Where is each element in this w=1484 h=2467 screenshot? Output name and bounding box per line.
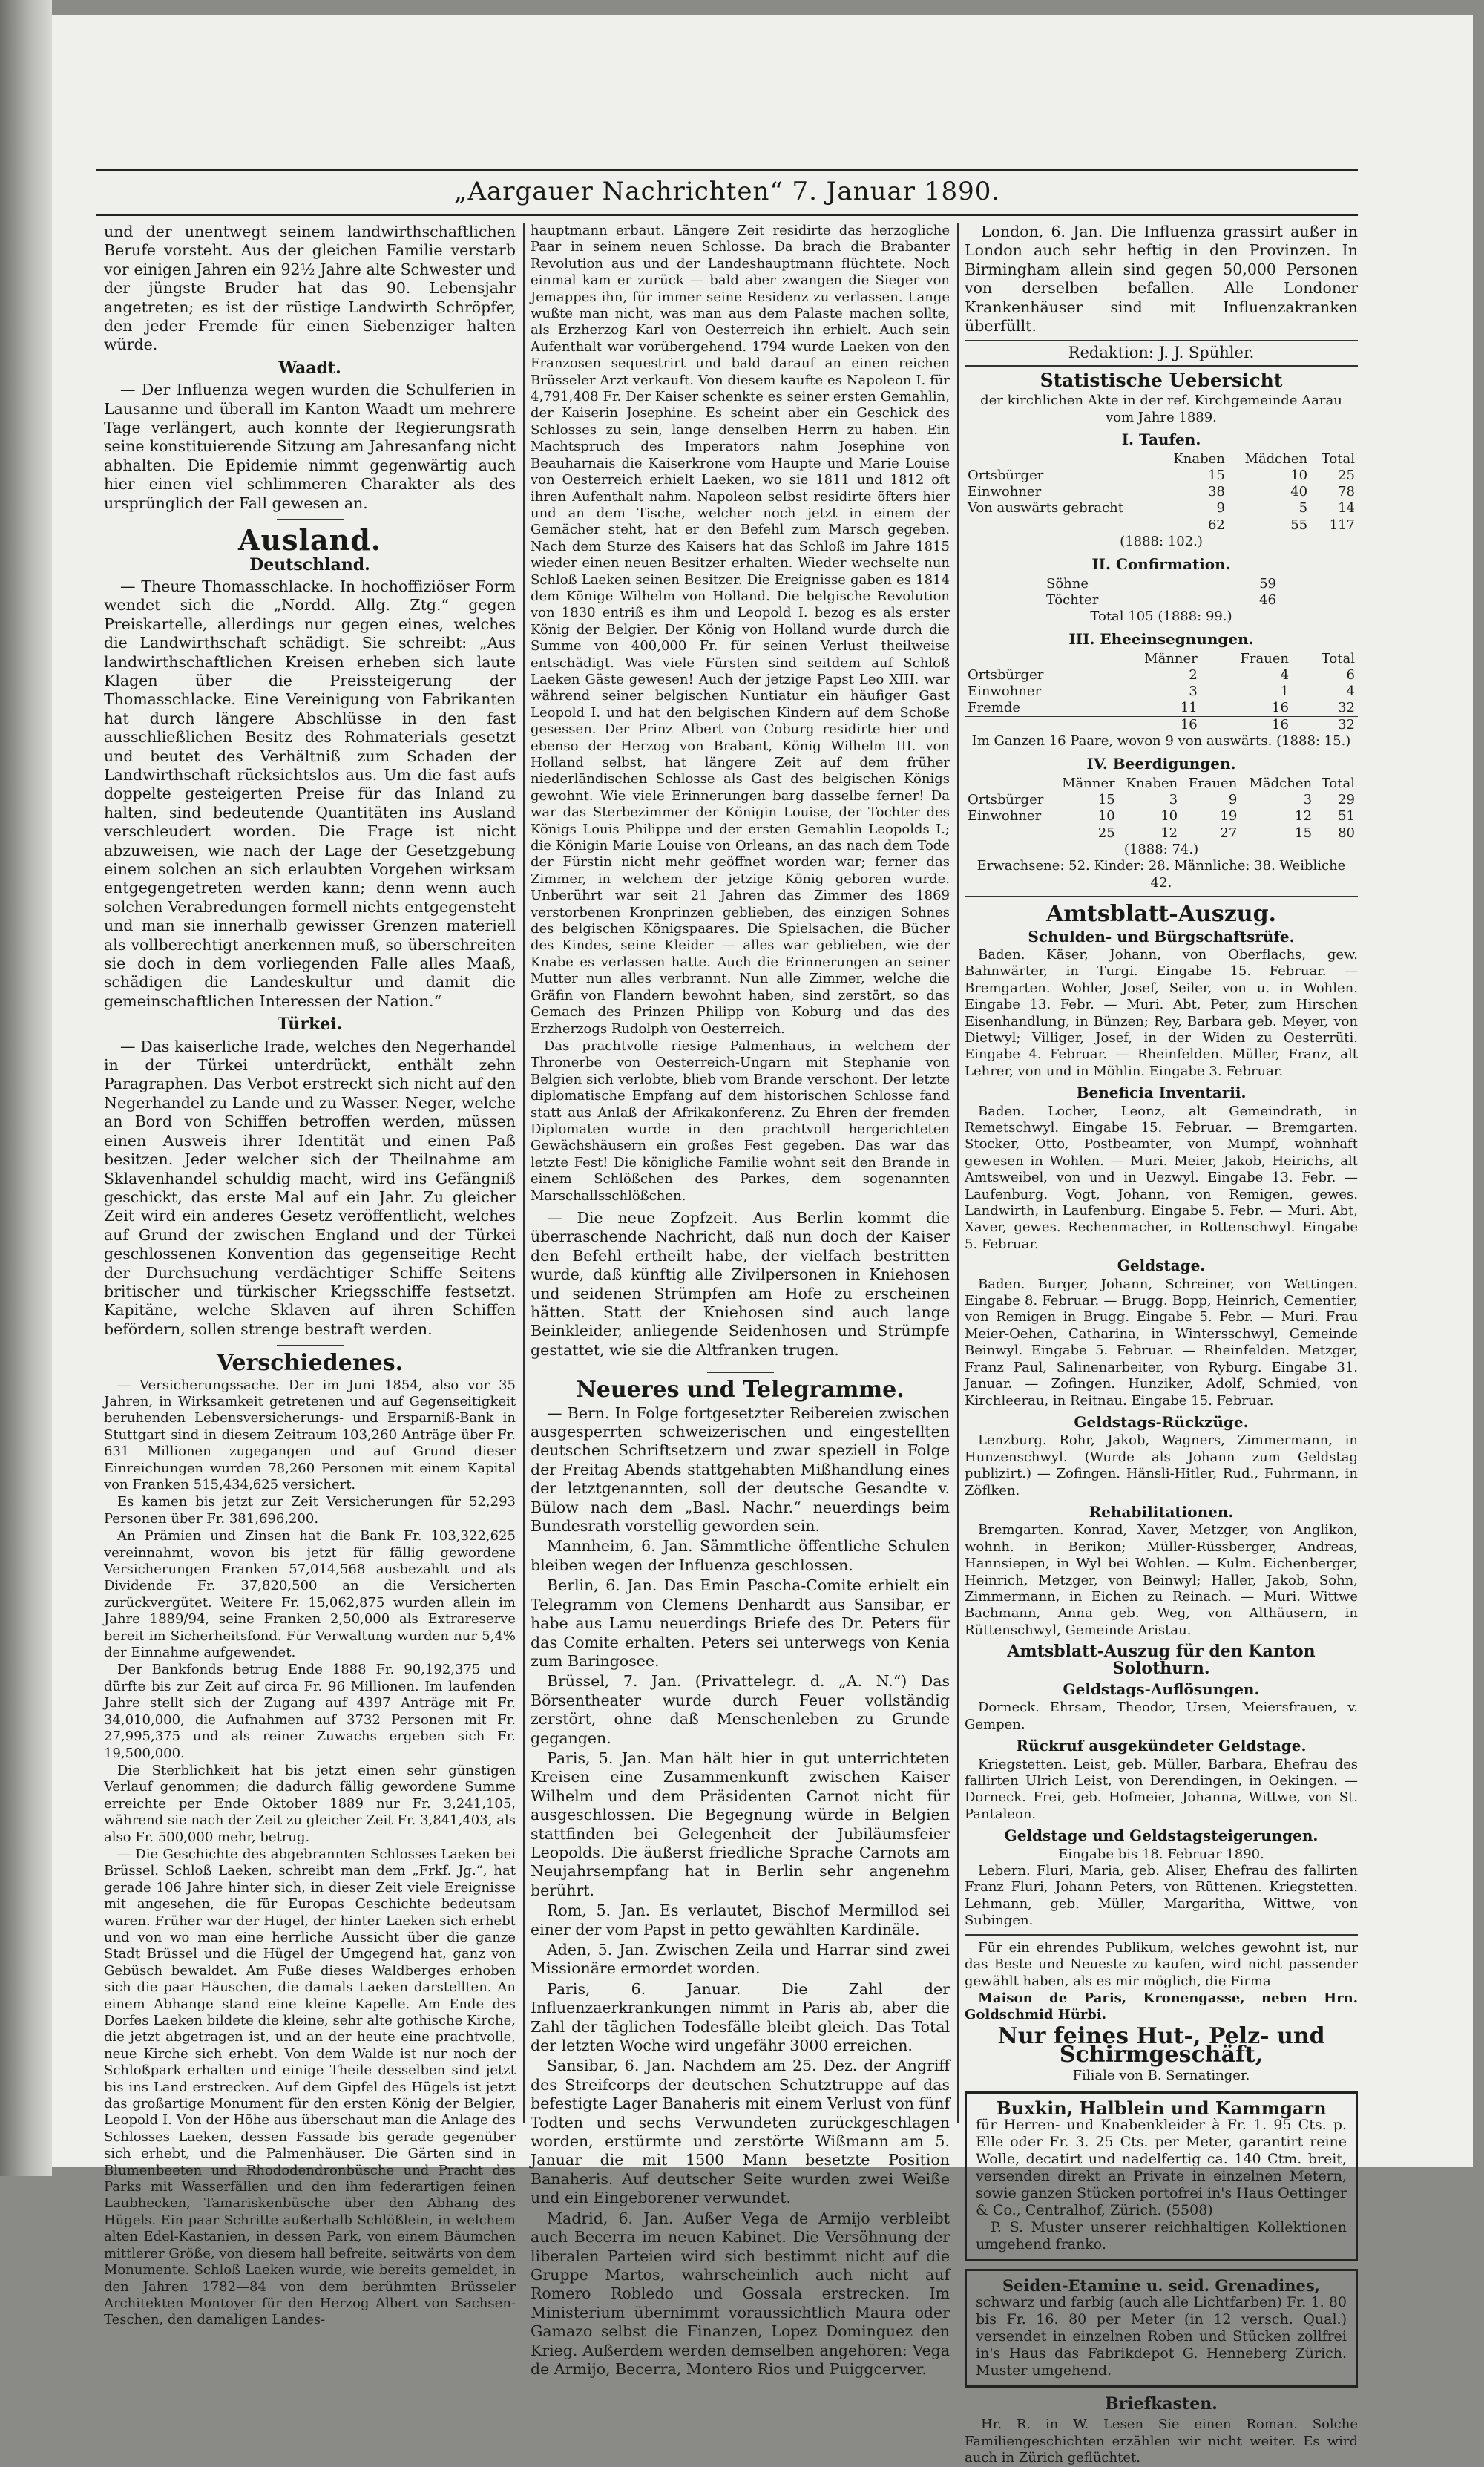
table-header-row bbox=[965, 451, 1358, 468]
table-cell: 117 bbox=[1329, 517, 1355, 534]
table-row bbox=[965, 484, 1358, 500]
article-paragraph: Es kamen bis jetzt zur Zeit Versicherungen für 52,293 Personen über Fr. 381,696,200. bbox=[104, 1494, 516, 1527]
solothurn-steigerungen-text: Lebern. Fluri, Maria, geb. Aliser, Ehefrau des fallirten Franz Fluri, Johann Peters, von Rüttenen. Kriegstetten. Lehmann, geb. Müller, Margaritha, Wittwe, von Subingen. bbox=[965, 1863, 1358, 1929]
table-cell bbox=[965, 451, 1159, 468]
table-cell: 27 bbox=[1220, 825, 1238, 841]
table-cell: Töchter bbox=[1046, 592, 1099, 609]
rueckzuege-heading: Geldstags-Rückzüge. bbox=[1074, 1412, 1249, 1431]
section-waadt-heading: Waadt. bbox=[278, 358, 341, 378]
table-cell: 32 bbox=[1338, 717, 1355, 733]
table-cell: 3 bbox=[1169, 791, 1178, 807]
beneficia-text: Baden. Locher, Leonz, alt Gemeindrath, in Remetschwyl. Eingabe 15. Februar. — Bremgarten. Stocker, Otto, Postbeamter, von Mumpf, wohnhaft gewesen in Wohlen. — Muri. Meier, Jakob, Heirichs, alt Amtsweibel, von und in Uezwyl. Eingabe 13. Febr. — Laufenburg. Vogt, Johann, von Remigen, gewes. Landwirth, in Laufenburg. Eingabe 5. Febr. — Muri. Abt, Xaver, gewes. Rechenmacher, in Rottenschwyl. Eingabe 5. Februar. bbox=[965, 1103, 1358, 1252]
table-cell: 6 bbox=[1346, 667, 1355, 684]
table-cell: 15 bbox=[1207, 468, 1225, 484]
konfirmation-heading: II. Confirmation. bbox=[1091, 554, 1231, 573]
article-paragraph: Der Bankfonds betrug Ende 1888 Fr. 90,192,375 und dürfte bis zur Zeit auf circa Fr. 96 Millionen. Im laufenden Jahre stellt sich der Zugang auf 4397 Anträge mit Fr. 34,010,000, die Aufnahmen auf 3732 Personen mit Fr. 27,995,375 und als reiner Zuwachs ergeben sich Fr. 19,500,000. bbox=[104, 1662, 516, 1761]
column-2 bbox=[531, 223, 950, 2378]
telegram-mannheim: Mannheim, 6. Jan. Sämmtliche öffentliche Schulen bleiben wegen der Influenza geschlossen. bbox=[531, 1537, 950, 1574]
amtsblatt-section bbox=[965, 928, 1358, 1930]
beneficia-heading: Beneficia Inventarii. bbox=[1076, 1084, 1247, 1102]
table-cell: 78 bbox=[1338, 484, 1355, 500]
table-cell: 9 bbox=[1228, 791, 1238, 807]
advertisement-seiden bbox=[965, 2269, 1358, 2388]
ad-title: Buxkin, Halblein und Kammgarn bbox=[996, 2097, 1327, 2119]
table-cell: Männer bbox=[1062, 775, 1115, 791]
table-cell: 55 bbox=[1290, 517, 1308, 534]
schloss-continuation bbox=[531, 223, 950, 1205]
solothurn-heading: Amtsblatt-Auszug für den Kanton Solothurn. bbox=[1007, 1642, 1316, 1678]
divider bbox=[965, 1934, 1358, 1936]
table-cell: 38 bbox=[1207, 484, 1225, 500]
eheeinsegnungen-table bbox=[965, 651, 1358, 733]
table-cell bbox=[965, 776, 1054, 792]
table-cell: 19 bbox=[1220, 807, 1238, 824]
solothurn-aufloesungen-text: Dorneck. Ehrsam, Theodor, Ursen, Meiersfrauen, v. Gempen. bbox=[965, 1700, 1358, 1732]
waadt-text: — Der Influenza wegen wurden die Schulferien in Lausanne und überall im Kanton Waadt um mehrere Tage verlängert, auch konnte der Regierungsrath seine konstituierende Sitzung am Jahresanfang nicht abhalten. Die Epidemie nimmt gegenwärtig auch hier einen viel schlimmeren Charakter als des ursprünglich der Fall gewesen an. bbox=[104, 381, 516, 512]
beerdigungen-table bbox=[965, 776, 1358, 842]
zopfzeit-text: — Die neue Zopfzeit. Aus Berlin kommt die überraschende Nachricht, daß nun doch der Kaiser den Befehl ertheilt habe, der vielfach bestritten wurde, daß künftig alle Zivilpersonen in Kniehosen und seidenen Strümpfen am Hofe zu erscheinen hätten. Statt der Kniehosen sind auch lange Beinkleider, anliegende Seidenhosen und Strümpfe gestattet, wie sie die Altfranken trugen. bbox=[531, 1208, 950, 1359]
table-row bbox=[965, 808, 1358, 825]
book-spine bbox=[0, 0, 52, 2176]
table-cell: 51 bbox=[1338, 807, 1355, 824]
article-paragraph: Das prachtvolle riesige Palmenhaus, in welchem der Thronerbe von Oesterreich-Ungarn mit Stephanie von Belgien sich verlobte, blieb vom Brande verschont. Der letzte diplomatische Empfang auf dem historischen Schlosse fand statt aus Anlaß der Afrikakonferenz. Zu Ehren der fremden Diplomaten wurde in den prachtvoll hergerichteten Gewächshäusern ein großes Fest gegeben. Das war das letzte Fest! Die königliche Familie wohnt seit den Brande in einem Schlößchen des Parkes, dem sogenannten Marschallsschlößchen. bbox=[531, 1038, 950, 1204]
table-row bbox=[965, 500, 1358, 517]
redaktion-line: Redaktion: J. J. Spühler. bbox=[965, 340, 1358, 366]
table-cell: Einwohner bbox=[968, 484, 1042, 500]
page-header: „Aargauer Nachrichten“ 7. Januar 1890. bbox=[453, 177, 1001, 206]
table-cell: 10 bbox=[1290, 468, 1308, 484]
article-paragraph: hauptmann erbaut. Längere Zeit residirte das herzogliche Paar in seinem neuen Schlosse. Da brach die Brabanter Revolution aus und der Landeshauptmann flüchtete. Noch einmal kam er zurück — bald aber zwangen die Sieger von Jemappes ihn, für immer seine Residenz zu verlassen. Lange wußte man nicht, was man aus dem Palaste machen sollte, als Erzherzog Karl von Oesterreich ihn erhielt. Auch sein Aufenthalt war vorübergehend. 1794 wurde Laeken von den Franzosen sequestrirt und bald darauf an einen reichen Brüsseler Arzt verkauft. Von diesem kaufte es Napoleon I. für 4,791,408 Fr. Der Kaiser schenkte es seiner ersten Gemahlin, der Kaiserin Josephine. Es scheint aber ein Geschick des Schlosses zu sein, lange denselben Herrn zu haben. Ein Machtspruch des Imperators nahm Josephine von Beauharnais die Kaiserkrone vom Haupte und Marie Louise von Oesterreich erhielt Laeken, wo sie 1811 und 1812 oft ihren Aufenthalt nahm. Napoleon selbst residirte öfters hier und an dem Tische, welcher noch jetzt in einem der Gemächer steht, hat er den Befehl zum Marsch gegeben. Nach dem Sturze des Kaisers hat das Schloß im Jahre 1815 wieder einen neuen Besitzer erhalten. Wieder wechselte nun Schloß Laeken seinen Besitzer. Die Ereignisse gaben es 1814 dem Könige Wilhelm von Holland. Die belgische Revolution von 1830 entriß es ihm und Leopold I. bezog es als erster König der Belgier. Der König von Holland wurde durch die Summe von 400,000 Fr. für seinen Verlust theilweise entschädigt. Was viele Fürsten sind seitdem auf Schloß Laeken Gäste gewesen! Auch der jetzige Papst Leo XIII. war während seiner belgischen Nuntiatur ein häufiger Gast Leopold I. und hat den belgischen Kindern auf dem Schoße gesessen. Der Prinz Albert von Coburg residirte hier und ebenso der Herzog von Brabant, König Wilhelm III. von Holland selbst, hat längere Zeit auf dem früher niederländischen Schlosse als Gast des belgischen Königs gewohnt. Wie viele Erinnerungen barg dasselbe ferner! Da war das Sterbezimmer der Königin Louise, der Tochter des Königs Louis Philippe und der ersten Gemahlin Leopolds I.; die Königin Marie Louise von Orleans, an das nach dem Tode der Fürstin nicht mehr geöffnet worden war; ferner das Zimmer, in welchem der jetzige König geboren wurde. Unberührt war seit 21 Jahren das Zimmer des 1869 verstorbenen Kronprinzen geblieben, des einzigen Sohnes des belgischen Königspaares. Die Spielsachen, die Bücher des Kindes, seine Kleider — alles war geblieben, wie der Knabe es verlassen hatte. Auch die Erinnerungen an seiner Mutter nun alles verbrannt. Nun alle Zimmer, welche die Gräfin von Flandern bewohnt haben, sind zerstört, so das Gemach des Prinzen Philipp von Koburg und das des Erzherzogs Rudolph von Oesterreich. bbox=[531, 223, 950, 1037]
section-neueres-heading: Neueres und Telegramme. bbox=[576, 1377, 904, 1403]
telegram-rom: Rom, 5. Jan. Es verlautet, Bischof Mermillod sei einer der vom Papst in petto gewählten Kardinäle. bbox=[531, 1901, 950, 1939]
ad-headline: Nur feines Hut-, Pelz- und Schirmgeschäft, bbox=[997, 2022, 1325, 2068]
beerdigungen-note: (1888: 74.) bbox=[1123, 841, 1199, 857]
table-cell: 2 bbox=[1189, 667, 1198, 684]
tuerkei-text: — Das kaiserliche Irade, welches den Negerhandel in der Türkei unterdrückt, enthält zehn Paragraphen. Das Verbot erstreckt sich nicht auf den Negerhandel zu Lande und zu Wasser. Neger, welche an Bord von Schiffen betroffen werden, müssen einen Ausweis ihrer Identität und einen Paß besitzen. Jeder welcher sich der Theilnahme am Sklavenhandel schuldig macht, wird ins Gefängniß geschickt, das erste Mal auf ein Jahr. Zu gleicher Zeit wird ein anderes Gesetz veröffentlicht, welches auf Grund der zwischen England und der Türkei geschlossenen Konvention das gegenseitige Recht der Durchsuchung verdächtiger Schiffe Seitens britischer und türkischer Kriegsschiffe festsetzt. Kapitäne, welche Sklaven auf ihren Schiffen befördern, sollen strenge bestraft werden. bbox=[104, 1037, 516, 1338]
table-cell: 11 bbox=[1180, 700, 1198, 716]
taufen-note: (1888: 102.) bbox=[1120, 534, 1203, 550]
divider bbox=[277, 1345, 344, 1346]
table-cell: Knaben bbox=[1126, 775, 1178, 791]
table-cell: 62 bbox=[1207, 517, 1225, 534]
section-ausland-heading: Ausland. bbox=[238, 523, 381, 557]
table-row bbox=[1043, 592, 1279, 609]
beerdigungen-heading: IV. Beerdigungen. bbox=[1086, 754, 1236, 773]
table-cell: Ortsbürger bbox=[968, 791, 1044, 807]
schulden-text: Baden. Käser, Johann, von Oberflachs, gew. Bahnwärter, in Turgi. Eingabe 15. Februar. — Bremgarten. Wohler, Josef, Seiler, von u. in Wohlen. Eingabe 13. Febr. — Muri. Abt, Peter, zum Hirschen Eisenhandlung, in Bünzen; Rey, Barbara geb. Meyer, von Dietwyl; Villiger, Josef, in der Widen zu Oesterrüti. Eingabe 4. Februar. — Rheinfelden. Müller, Franz, alt Lehrer, von und in Möhlin. Eingabe 3. Februar. bbox=[965, 946, 1358, 1079]
versicherung-article bbox=[104, 1377, 516, 2329]
beerdigungen-summary: Erwachsene: 52. Kinder: 28. Männliche: 38. Weibliche 42. bbox=[976, 858, 1346, 891]
table-cell: Männer bbox=[1144, 651, 1198, 667]
table-cell: 25 bbox=[1097, 825, 1115, 841]
table-cell: Knaben bbox=[1173, 451, 1225, 468]
table-row bbox=[965, 667, 1358, 684]
advertisement-hutgeschaeft bbox=[965, 1940, 1358, 2024]
konfirmation-table bbox=[1043, 576, 1279, 609]
article-paragraph: Die Sterblichkeit hat bis jetzt einen sehr günstigen Verlauf genommen; die dadurch fällig gewordene Summe erreichte per Ende Oktober 1889 nur Fr. 3,241,105, während sie nach der Zeit zu gleicher Zeit Fr. 3,841,403, als also Fr. 500,000 mehr, betrug. bbox=[104, 1762, 516, 1845]
deutschland-text: — Theure Thomasschlacke. In hochoffiziöser Form wendet sich die „Nordd. Allg. Ztg.“ gegen Preiskartelle, allerdings nur gegen eines, welches die Landwirthschaft schädigt. Sie schreibt: „Aus landwirthschaftlichen Kreisen erheben sich laute Klagen über die Preissteigerung der Thomasschlacke. Eine Vereinigung von Fabrikanten hat durch längere Abschlüsse in den fast ausschließlichen Besitz des Rohmaterials gesetzt und beutet des Verhältniß zum Schaden der Landwirthschaft rücksichtslos aus. Um die fast aufs doppelte gesteigerten Preise für das Inland zu halten, sind bedeutende Quantitäten ins Ausland verschleudert worden. Die Frage ist nicht abzuweisen, wie nach der Lage der Gesetzgebung einem solchen an sich erlaubten Vorgehen wirksam entgegengetreten werden kann; denn wenn auch solchen Verabredungen formell nichts entgegensteht und man sie innerhalb gewisser Grenzen materiell als vollberechtigt anerkennen muß, so überschreiten sie doch in dem vorliegenden Falle alles Maaß, schädigen die Landeskultur und damit die gemeinschaftlichen Interessen der Nation.“ bbox=[104, 577, 516, 1010]
statistik-subtitle: der kirchlichen Akte in der ref. Kirchgemeinde Aarau vom Jahre 1889. bbox=[980, 393, 1342, 425]
advertisement-buxkin bbox=[965, 2091, 1358, 2261]
telegram-sansibar: Sansibar, 6. Jan. Nachdem am 25. Dez. der Angriff des Streifcorps der deutschen Schutztruppe auf das befestigte Lager Banaheris mit einem Verlust von fünf Todten und sechs Verwundeten zurückgeschlagen worden, erstürmte und zerstörte Wißmann am 5. Januar die mit 1500 Mann besetzte Position Banaheris. Auf deutscher Seite wurden zwei Weiße und ein Eingeborener verwundet. bbox=[531, 2057, 950, 2207]
telegram-berlin: Berlin, 6. Jan. Das Emin Pascha-Comite erhielt ein Telegramm von Clemens Denhardt aus Sansibar, er habe aus Lamu neuerdings Briefe des Dr. Peters für das Comite erhalten. Peters sei unterwegs von Kenia zum Baringosee. bbox=[531, 1576, 950, 1670]
column-3 bbox=[965, 223, 1358, 2466]
table-cell: 1 bbox=[1280, 684, 1290, 700]
table-cell: 15 bbox=[1097, 791, 1115, 807]
solothurn-aufloesungen-heading: Geldstags-Auflösungen. bbox=[1063, 1680, 1260, 1698]
rehabilitationen-text: Bremgarten. Konrad, Xaver, Metzger, von Anglikon, wohnh. in Berikon; Müller-Rüssberger, Andreas, Hannsiepen, in Wyl bei Wohlen. — Kulm. Eichenberger, Heinrich, Metzger, von Beinwyl; Haller, Jakob, Sohn, Zimmermann, in Eichen zu Reinach. — Muri. Wittwe Bachmann, Anna geb. Weg, von Althäusern, in Rüttenschwyl, Gemeinde Aristau. bbox=[965, 1522, 1358, 1638]
konfirmation-total: Total 105 (1888: 99.) bbox=[1090, 609, 1232, 625]
table-cell: Ortsbürger bbox=[968, 468, 1044, 484]
divider bbox=[277, 519, 344, 520]
table-row bbox=[965, 700, 1358, 717]
article-paragraph: — Versicherungssache. Der im Juni 1854, also vor 35 Jahren, in Wirksamkeit getretenen und auf Gegenseitigkeit beruhenden Lebensversicherungs- und Ersparniß-Bank in Stuttgart sind in diesem Zeitraum 103,260 Anträge über Fr. 631 Millionen zugegangen und auf Grund dieser Einreichungen wurden 78,260 Personen mit einem Kapital von Franken 515,434,625 versichert. bbox=[104, 1377, 516, 1493]
column-1 bbox=[104, 223, 516, 2328]
ad-text: Für ein ehrendes Publikum, welches gewohnt ist, nur das Beste und Neueste zu kaufen, wird nicht passender gewählt haben, als es mir möglich, die Firma bbox=[965, 1939, 1358, 1989]
ad-firm: Maison de Paris, Kronengasse, neben Hrn. Goldschmid Hürbi. bbox=[965, 1990, 1358, 2023]
table-row bbox=[1043, 576, 1279, 592]
article-paragraph: An Prämien und Zinsen hat die Bank Fr. 103,322,625 vereinnahmt, wovon bis jetzt für fällig gewordene Versicherungen Franken 57,014,568 ausbezahlt und als Dividende Fr. 37,820,500 an die Versicherten zurückvergütet. Weitere Fr. 15,062,875 wurden allein im Jahre 1889/94, seine Franken 2,50,000 als Extrareserve bereit im Sicherheitsfond. Für Verwaltung wurden nur 5,4% der Einnahme aufgewendet. bbox=[104, 1528, 516, 1661]
table-cell: Mädchen bbox=[1244, 451, 1308, 468]
ad-filiale: Filiale von B. Sernatinger. bbox=[1072, 2067, 1250, 2083]
table-cell: 40 bbox=[1290, 484, 1308, 500]
table-cell: Fremde bbox=[968, 700, 1020, 716]
intro-paragraph: und der unentwegt seinem landwirthschaftlichen Berufe vorsteht. Aus der gleichen Familie verstarb vor einigen Jahren ein 92½ Jahre alte Schwester und der jüngste Bruder hat das 90. Lebensjahr angetreten; es ist der rüstige Landwirth Schröpfer, den jeder Fremde für einen Siebenziger halten würde. bbox=[104, 223, 516, 354]
table-cell: Total bbox=[1321, 651, 1355, 667]
table-cell bbox=[965, 825, 1054, 842]
ad-postscript: P. S. Muster unserer reichhaltigen Kollektionen umgehend franko. bbox=[976, 2218, 1347, 2253]
geldstage-text: Baden. Burger, Johann, Schreiner, von Wettingen. Eingabe 8. Februar. — Brugg. Bopp, Heinrich, Cementier, von Remigen in Brugg. Eingabe 5. Febr. — Muri. Frau Meier-Oehen, Catharina, in Wintersschwyl, Gemeinde Beinwyl. Eingabe 5. Februar. — Rheinfelden. Metzger, Franz Paul, Salinenarbeiter, von Ryburg. Eingabe 31. Januar. — Zofingen. Hunziker, Adolf, Schmied, von Kirchleerau, in Reitnau. Eingabe 15. Februar. bbox=[965, 1276, 1358, 1409]
telegram-madrid: Madrid, 6. Jan. Außer Vega de Armijo verbleibt auch Becerra im neuen Kabinet. Die Versöhnung der liberalen Parteien wird sich bestimmt nicht auf die Gruppe Martos, wahrscheinlich auch nicht auf Romero Robledo und Gossala erstrecken. Im Ministerium übernimmt voraussichtlich Maura oder Gamazo selbst die Finanzen, Lopez Dominguez den Krieg. Außerdem werden demselben angehören: Vega de Armijo, Becerra, Montero Rios und Puiggcerver. bbox=[531, 2209, 950, 2378]
london-text: London, 6. Jan. Die Influenza grassirt außer in London auch sehr heftig in den Provinzen. In Birmingham allein sind gegen 50,000 Personen von derselben befallen. Alle Londoner Krankenhäuser sind mit Influenzakranken überfüllt. bbox=[965, 223, 1358, 335]
telegram-bruessel: Brüssel, 7. Jan. (Privattelegr. d. „A. N.“) Das Börsentheater wurde durch Feuer vollständig zerstört, ohne daß Menschenleben zu Grunde gegangen. bbox=[531, 1672, 950, 1747]
solothurn-steigerungen-heading: Geldstage und Geldstagsteigerungen. bbox=[1004, 1827, 1319, 1845]
schulden-heading: Schulden- und Bürgschaftsrüfe. bbox=[1028, 927, 1295, 946]
header-rule-top bbox=[96, 169, 1358, 171]
table-total-row bbox=[965, 517, 1358, 534]
table-header-row bbox=[965, 776, 1358, 792]
table-row bbox=[965, 468, 1358, 484]
briefkasten-heading: Briefkasten. bbox=[1105, 2394, 1218, 2414]
telegram-paris-1: Paris, 5. Jan. Man hält hier in gut unterrichteten Kreisen eine Zusammenkunft zwischen Kaiser Wilhelm und dem Präsidenten Carnot nicht für ausgeschlossen. Die Begegnung würde in Belgien stattfinden bei Gelegenheit der Jubiläumsfeier Leopolds. Die äußerst friedliche Sprache Carnots am Neujahrsempfang hat in Berlin sehr angenehm berührt. bbox=[531, 1749, 950, 1899]
briefkasten-text: Hr. R. in W. Lesen Sie einen Roman. Solche Familiengeschichten erzählen wir nicht weiter. Es wird auch in Zürich geflüchtet. bbox=[965, 2417, 1358, 2466]
table-cell: Söhne bbox=[1046, 576, 1089, 592]
divider bbox=[707, 1372, 774, 1373]
table-cell: 4 bbox=[1346, 684, 1355, 700]
amtsblatt-heading: Amtsblatt-Auszug. bbox=[1046, 901, 1276, 928]
table-cell: 9 bbox=[1216, 500, 1225, 517]
table-cell: Total bbox=[1321, 775, 1355, 791]
table-cell: 10 bbox=[1160, 807, 1178, 824]
table-cell: 14 bbox=[1338, 500, 1355, 517]
solothurn-rueckruf-text: Kriegstetten. Leist, geb. Müller, Barbara, Ehefrau des fallirten Ulrich Leist, von Derendingen, in Oekingen. — Dorneck. Frei, geb. Hofmeier, Johanna, Wittwe, von St. Pantaleon. bbox=[965, 1756, 1358, 1822]
telegram-paris-2: Paris, 6. Januar. Die Zahl der Influenzaerkrankungen nimmt in Paris ab, aber die Zahl der täglichen Todesfälle bleibt gleich. Das Total der letzten Woche wird ungefähr 3000 erreichen. bbox=[531, 1979, 950, 2055]
table-cell: 15 bbox=[1295, 825, 1313, 841]
table-cell: 25 bbox=[1338, 468, 1355, 484]
table-cell: 5 bbox=[1298, 500, 1308, 517]
solothurn-steigerungen-date: Eingabe bis 18. Februar 1890. bbox=[1058, 1846, 1264, 1862]
table-cell: 46 bbox=[1259, 592, 1276, 609]
rehabilitationen-heading: Rehabilitationen. bbox=[1089, 1502, 1234, 1521]
solothurn-rueckruf-heading: Rückruf ausgekündeter Geldstage. bbox=[1016, 1737, 1307, 1755]
table-cell: Frauen bbox=[1188, 775, 1238, 791]
table-header-row bbox=[965, 651, 1358, 667]
eheeinsegnungen-total: Im Ganzen 16 Paare, wovon 9 von auswärts. (1888: 15.) bbox=[971, 733, 1351, 750]
taufen-table bbox=[965, 451, 1358, 534]
column-rule-2 bbox=[957, 223, 959, 2123]
statistik-heading: Statistische Uebersicht bbox=[1040, 369, 1283, 391]
column-rule-1 bbox=[523, 223, 525, 2123]
table-cell: Frauen bbox=[1240, 651, 1290, 667]
divider bbox=[965, 896, 1358, 897]
table-cell: 10 bbox=[1097, 807, 1115, 824]
section-deutschland-heading: Deutschland. bbox=[249, 554, 370, 574]
taufen-heading: I. Taufen. bbox=[1121, 430, 1201, 449]
table-cell: 16 bbox=[1272, 717, 1290, 733]
table-total-row bbox=[965, 825, 1358, 842]
table-cell: 32 bbox=[1338, 700, 1355, 716]
telegram-aden: Aden, 5. Jan. Zwischen Zeila und Harrar sind zwei Missionäre ermordet worden. bbox=[531, 1941, 950, 1978]
table-cell: 12 bbox=[1160, 825, 1178, 841]
table-cell: 16 bbox=[1272, 700, 1290, 716]
ad-title: Seiden-Etamine u. seid. Grenadines, bbox=[1002, 2276, 1320, 2295]
table-cell bbox=[965, 517, 1159, 534]
table-cell bbox=[965, 651, 1102, 667]
table-cell: 16 bbox=[1180, 717, 1198, 733]
table-cell: 59 bbox=[1259, 576, 1276, 592]
table-cell: Mädchen bbox=[1249, 775, 1313, 791]
eheeinsegnungen-heading: III. Eheeinsegnungen. bbox=[1068, 629, 1254, 648]
table-cell: 3 bbox=[1189, 684, 1198, 700]
table-cell: Von auswärts gebracht bbox=[968, 500, 1123, 517]
table-cell: Total bbox=[1321, 451, 1355, 468]
table-cell: Einwohner bbox=[968, 684, 1042, 700]
table-cell: 80 bbox=[1338, 825, 1355, 841]
ad-text: schwarz und farbig (auch alle Lichtfarben) Fr. 1. 80 bis Fr. 16. 80 per Meter (in 12 versch. Qual.) versendet in einzelnen Roben und Stücken zollfrei in's Haus das Fabrikdepot G. Henneberg Zürich. Muster umgehend. bbox=[976, 2293, 1347, 2379]
telegram-bern: — Bern. In Folge fortgesetzter Reibereien zwischen ausgesperrten schweizerischen und eingestellten deutschen Schriftsetzern und zwar speziell in Folge der Freitag Abends stattgehabten Mißhandlung eines der letztgenannten, soll der deutsche Gesandte v. Bülow nach dem „Basl. Nachr.“ neuerdings beim Bundesrath vorstellig geworden sein. bbox=[531, 1403, 950, 1536]
table-cell: Einwohner bbox=[968, 807, 1042, 824]
section-verschiedenes-heading: Verschiedenes. bbox=[216, 1350, 404, 1377]
table-cell: 4 bbox=[1280, 667, 1290, 684]
table-cell bbox=[965, 717, 1102, 734]
table-cell: 3 bbox=[1303, 791, 1313, 807]
ad-text: für Herren- und Knabenkleider à Fr. 1. 95 Cts. p. Elle oder Fr. 3. 25 Cts. per Meter, garantirt reine Wolle, decatirt und nadelfertig ca. 140 Ctm. breit, versenden direkt an Private in einzelnen Metern, sowie ganzen Stücken portofrei in's Haus Oettinger & Co., Centralhof, Zürich. (5508) bbox=[976, 2116, 1347, 2218]
table-row bbox=[965, 792, 1358, 808]
table-total-row bbox=[965, 717, 1358, 734]
table-cell: 29 bbox=[1338, 791, 1355, 807]
table-cell: Ortsbürger bbox=[968, 667, 1044, 684]
schloss-article: — Die Geschichte des abgebrannten Schlosses Laeken bei Brüssel. Schloß Laeken, schreibt man dem „Frkf. Jg.“, hat gerade 106 Jahre hinter sich, in dieser Zeit viele Ereignisse mit angesehen, die für Europas Geschichte bedeutsam waren. Früher war der Hügel, der hinter Laeken sich erhebt und von wo man eine herrliche Aussicht über die ganze Stadt Brüssel und die Hügel der Umgegend hat, ganz von Gebüsch bewaldet. Am Fuße dieses Waldberges erhoben sich die paar Häuschen, die damals Laeken darstellten. An einem Abhange stand eine kleine Kapelle. Am Ende des Dorfes Laeken bildete die kleine, sehr alte gothische Kirche, die jetzt abgetragen ist, und an der heute eine prachtvolle, neue Kirche sich erhebt. Von dem Walde ist nur noch der Schloßpark erhalten und einige Theile desselben sind jetzt bis ins Land erstrecken. Auf dem Gipfel des Hügels ist jetzt das großartige Monument für den ersten König der Belgier, Leopold I. Von der Höhe aus überschaut man die Anlage des Schlosses Laeken, dessen Fassade bis gerade gegenüber sich erhebt, und die Palmenhäuser. Die Gärten sind in Blumenbeeten und Rhododendronbüsche und Pracht des Parks mit Wasserfällen und den ihm federartigen feinen Laubhecken, Tamariskenbüsche über den Abhang des Hügels. Ein paar Schritte außerhalb Schlößlein, in welchem alten Edel-Kastanien, in dessen Park, von einem Bäumchen mittlerer Größe, von diesem hall befreite, seitwärts von dem Monumente. Schloß Laeken wurde, wie bereits gemeldet, in den Jahren 1782—84 von dem berühmten Brüsseler Architekten Montoyer für den Herzog Albert von Sachsen-Teschen, den damaligen Landes- bbox=[104, 1846, 516, 2328]
geldstage-heading: Geldstage. bbox=[1117, 1257, 1206, 1275]
table-row bbox=[965, 684, 1358, 700]
header-rule-bottom bbox=[96, 214, 1358, 216]
section-tuerkei-heading: Türkei. bbox=[277, 1015, 343, 1035]
rueckzuege-text: Lenzburg. Rohr, Jakob, Wagners, Zimmermann, in Hunzenschwyl. (Wurde als Johann zum Geldstag publizirt.) — Zofingen. Hänsli-Hitler, Rud., Fuhrmann, in Zöflken. bbox=[965, 1432, 1358, 1498]
table-cell: 12 bbox=[1295, 807, 1313, 824]
